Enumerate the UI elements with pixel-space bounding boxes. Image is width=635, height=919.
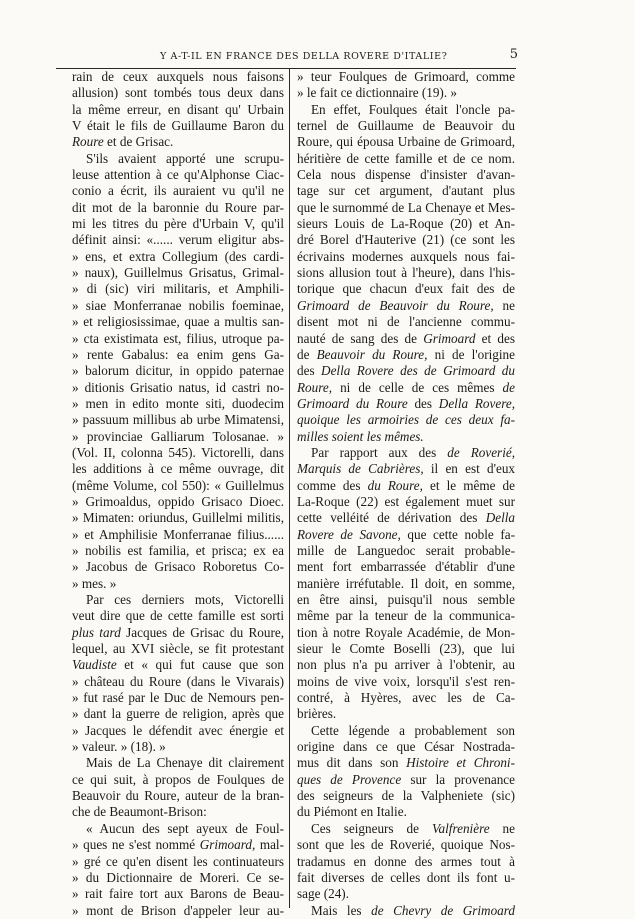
text-run: lequel, au XVI siècle, se fit protestant (72, 641, 284, 657)
text-line (72, 347, 284, 363)
text-run: sur la provenance (401, 771, 515, 787)
text-run: » siae Monferranae nobilis foeminae, (72, 297, 284, 313)
text-line (297, 494, 515, 510)
text-run: » mes. » (72, 575, 117, 591)
text-run: La-Roque (22) est également muet sur (297, 493, 515, 509)
text-run: manière irréfutable. Il doit, en somme, (297, 575, 515, 591)
text-line (72, 412, 284, 428)
text-run: et le même de (422, 477, 515, 493)
text-line (72, 183, 284, 199)
text-line (72, 445, 284, 461)
text-line (297, 706, 515, 722)
text-run: Cela nous dispense d'insister d'avan- (297, 167, 515, 183)
text-line (72, 804, 284, 820)
text-line (72, 608, 284, 624)
text-line (72, 706, 284, 722)
text-run: » château du Roure (dans le Vivarais) (72, 673, 284, 689)
text-run: Roure, qui épousa Urbaine de Grimoard, (297, 134, 515, 150)
text-line (72, 755, 284, 771)
text-line (72, 886, 284, 902)
text-run: héritière de cette famille et de ce nom. (297, 150, 515, 166)
text-line (297, 102, 515, 118)
text-line (297, 674, 515, 690)
text-line (297, 772, 515, 788)
text-line (72, 854, 284, 870)
text-run: » di (sic) viri militaris, et Amphili- (72, 281, 284, 297)
text-line (72, 363, 284, 379)
italic-text: quoique les armoiries de ces deux fa- (297, 412, 515, 428)
text-line (297, 249, 515, 265)
italic-text: Della Rovere, (438, 395, 515, 411)
text-line (72, 85, 284, 101)
text-line (297, 380, 515, 396)
text-line (297, 821, 515, 837)
text-run: sage (24). (297, 886, 349, 902)
text-line (297, 903, 515, 919)
text-run: sions allusion tout à l'heure), dans l'his- (297, 265, 515, 281)
text-run: dré Borel d'Hauterive (21) (ce sont les (297, 232, 515, 248)
text-line (297, 527, 515, 543)
text-run: » valeur. » (18). » (72, 739, 166, 755)
text-run: » men in edito monte siti, duodecim (72, 395, 284, 411)
text-line (297, 134, 515, 150)
text-run: tradamus en donne des armes tout à (297, 853, 515, 869)
text-line (297, 363, 515, 379)
text-line (297, 183, 515, 199)
text-run: » Mimaten: oriundus, Guillelmi militis, (72, 510, 284, 526)
text-line (297, 739, 515, 755)
text-line (297, 298, 515, 314)
text-line (297, 804, 515, 820)
italic-text: Grimoard, (199, 837, 256, 853)
text-run: des (407, 395, 439, 411)
text-run: » rente Gabalus: ea enim gens Ga- (72, 346, 284, 362)
text-line (297, 347, 515, 363)
text-run: Jacques de Grisac du Roure, (120, 624, 285, 640)
text-run: » fut rasé par le Duc de Nemours pen- (72, 690, 284, 706)
text-run: conio a écrit, ils auraient vu qu'il ne (72, 183, 284, 199)
text-run: » et Amphilisie Monferranae filius...... (72, 526, 284, 542)
italic-text: Della (485, 510, 515, 526)
text-line (72, 625, 284, 641)
text-run: moins de vive voix, lorsqu'il s'est ren- (297, 673, 515, 689)
text-run: » rait faire tort aux Barons de Beau- (72, 886, 284, 902)
text-run: » ques ne s'est nommé (72, 837, 200, 853)
italic-text: Grimoard de Beauvoir du Roure, (297, 297, 494, 313)
text-run: V était le fils de Guillaume Baron du (72, 118, 284, 134)
text-line (297, 559, 515, 575)
italic-text: Roure (72, 134, 104, 150)
text-line (72, 151, 284, 167)
text-line (297, 788, 515, 804)
text-line (297, 265, 515, 281)
text-run: définit ainsi: «...... verum eligitur abs- (72, 232, 284, 248)
text-run: » ens, et extra Collegium (des cardi- (72, 248, 284, 264)
text-line (72, 102, 284, 118)
text-run: » nobilis est familia, et prisca; ex ea (72, 542, 284, 558)
text-run: leuse attention à ce qu'Alphonse Ciac- (72, 167, 284, 183)
text-run: sieurs Louis de La-Roque (20) et An- (297, 216, 515, 232)
italic-text: Valfrenière (431, 820, 490, 836)
text-line (72, 510, 284, 526)
text-run: les additions à ce même ouvrage, dit (72, 461, 284, 477)
text-line (297, 232, 515, 248)
text-line (72, 69, 284, 85)
text-run: » passuum millibus ab urbe Mimatensi, (72, 412, 284, 428)
text-run: il en est d'eux (423, 461, 516, 477)
text-run: » provinciae Galliarum Tolosanae. » (72, 428, 284, 444)
text-line (297, 216, 515, 232)
text-line (72, 249, 284, 265)
italic-text: Marquis de Cabrières, (297, 461, 424, 477)
text-run: (Vol. II, colonna 545). Victorelli, dans (72, 444, 284, 460)
text-line (72, 167, 284, 183)
text-run: même par la teneur de la communica- (297, 608, 515, 624)
text-line (297, 200, 515, 216)
text-line (297, 854, 515, 870)
text-run: Par ces derniers mots, Victorelli (86, 592, 284, 607)
italic-text: Rovere de Savone, (297, 526, 401, 542)
text-run: ni de celle de ces mêmes (332, 379, 503, 395)
text-run: et de Grisac. (103, 134, 174, 150)
text-line (72, 461, 284, 477)
text-run: que le surnommé de La Chenaye et Mes- (297, 199, 515, 215)
text-line (72, 641, 284, 657)
text-line (72, 265, 284, 281)
text-line (297, 576, 515, 592)
text-run: » teur Foulques de Grimoard, comme (297, 69, 515, 84)
text-line (72, 429, 284, 445)
text-run: Beauvoir du Roure, auteur de la bran- (72, 788, 284, 804)
text-run: des (297, 363, 322, 379)
italic-text: Histoire et Chroni- (406, 755, 515, 771)
text-line (72, 494, 284, 510)
text-line (297, 510, 515, 526)
text-line (72, 200, 284, 216)
text-run: » mont de Brison d'appeler leur au- (72, 902, 284, 918)
right-column (297, 69, 515, 919)
running-title: Y A-T-IL EN FRANCE DES DELLA ROVERE D'ITALIE? (160, 51, 448, 62)
text-run: contré, à Hyères, avec les de Ca- (297, 690, 515, 706)
text-line (297, 837, 515, 853)
text-run: brières. (297, 706, 337, 722)
text-line (72, 559, 284, 575)
text-run: » cta existimata est, filius, utroque pa- (72, 330, 284, 346)
text-line (297, 281, 515, 297)
text-run: » dant la guerre de religion, après que (72, 706, 284, 722)
text-run: veut dire que de cette famille est sorti (72, 608, 284, 624)
text-line (297, 755, 515, 771)
left-column (72, 69, 284, 919)
text-line (72, 527, 284, 543)
text-line (297, 641, 515, 657)
text-run: » balorum dicitur, in oppido paternae (72, 363, 284, 379)
text-line (72, 281, 284, 297)
text-line (72, 118, 284, 134)
text-run: origine dans ce que César Nostrada- (297, 739, 515, 755)
text-run: » du Dictionnaire de Moreri. Ce se- (72, 869, 284, 885)
text-run: » ditionis Grisatio natus, id castri no- (72, 379, 284, 395)
text-line (297, 478, 515, 494)
text-run: ment fort embarrassée d'établir d'une (297, 559, 515, 575)
text-line (72, 576, 284, 592)
text-line (72, 821, 284, 837)
text-line (72, 298, 284, 314)
text-run: disent mot ni de l'ancienne commu- (297, 314, 515, 330)
text-run: » et religiosissimae, quae a multis san- (72, 314, 284, 330)
text-line (72, 331, 284, 347)
text-line (297, 314, 515, 330)
text-run: » gré ce qu'en disent les continuateurs (72, 853, 284, 869)
text-run: allusion) sont tombés tous deux dans (72, 85, 284, 101)
page-number: 5 (509, 47, 518, 62)
text-run: tion à notre Royale Académie, de Mon- (297, 624, 515, 640)
text-line (72, 739, 284, 755)
text-line (297, 608, 515, 624)
text-line (72, 903, 284, 919)
text-run: Mais de La Chenaye dit clairement (86, 755, 284, 771)
text-run: » Jacobus de Grisaco Roboretus Co- (72, 559, 284, 575)
text-line (297, 625, 515, 641)
text-line (72, 690, 284, 706)
text-run: ce qui suit, à propos de Foulques de (72, 771, 284, 787)
text-line (297, 657, 515, 673)
text-run: en être ainsi, puisqu'il nous semble (297, 592, 515, 607)
text-line (72, 396, 284, 412)
text-line (72, 543, 284, 559)
italic-text: du Roure, (367, 477, 423, 493)
text-line (297, 396, 515, 412)
text-run: S'ils avaient apporté une scrupu- (86, 150, 284, 166)
text-line (297, 723, 515, 739)
text-run: (même Volume, col 550): « Guillelmus (72, 477, 284, 493)
text-run: Mais les (311, 902, 372, 918)
text-line (297, 69, 515, 85)
text-line (297, 543, 515, 559)
italic-text: plus tard (72, 624, 121, 640)
italic-text: Della Rovere des de Grimoard du (321, 363, 515, 379)
text-line (72, 314, 284, 330)
text-run: de (297, 346, 317, 362)
text-line (72, 134, 284, 150)
text-line (297, 331, 515, 347)
text-line (72, 478, 284, 494)
text-run: mille de Languedoc serait probable- (297, 542, 515, 558)
text-line (72, 216, 284, 232)
text-line (72, 232, 284, 248)
text-line (297, 151, 515, 167)
text-run: sieur le Comte Boselli (23), que lui (297, 641, 515, 657)
text-run: cette velléité de dérivation des (297, 510, 486, 526)
text-line (297, 886, 515, 902)
text-run: fait diverses de celles dont ils font u- (297, 869, 515, 885)
text-run: mus dit dans son (297, 755, 407, 771)
text-run: nauté de sang des de (297, 330, 424, 346)
text-run: que cette noble fa- (400, 526, 515, 542)
text-run: sont que les de Roverié, quoique Nos- (297, 837, 515, 853)
text-run: comme des (297, 477, 368, 493)
text-run: ne (489, 820, 515, 836)
text-run: » le fait ce dictionnaire (19). » (297, 85, 458, 101)
text-line (72, 592, 284, 608)
text-run: écrivains modernes auxquels nous fai- (297, 248, 515, 264)
text-line (297, 445, 515, 461)
text-line (297, 461, 515, 477)
text-run: torique que chacun d'eux fait des de (297, 281, 515, 297)
text-line (297, 870, 515, 886)
text-run: che de Beaumont-Brison: (72, 804, 207, 820)
text-line (72, 657, 284, 673)
text-line (72, 870, 284, 886)
text-run: » naux), Guillelmus Grisatus, Grimal- (72, 265, 284, 281)
italic-text: Grimoard (423, 330, 476, 346)
text-line (72, 772, 284, 788)
italic-text: ques de Provence (297, 771, 402, 787)
text-run: des seigneurs de la Valpheniete (sic) (297, 788, 515, 804)
text-run: En effet, Foulques était l'oncle pa- (311, 101, 515, 117)
italic-text: de (502, 379, 515, 395)
text-run: du Piémont en Italie. (297, 804, 407, 820)
text-line (297, 412, 515, 428)
text-run: Par rapport aux des (311, 444, 448, 460)
text-run: la même erreur, en disant qu' Urbain (72, 101, 284, 117)
text-line (297, 118, 515, 134)
text-run: « Aucun des sept ayeux de Foul- (86, 820, 284, 836)
italic-text: Vaudiste (72, 657, 117, 673)
text-run: ne (493, 297, 516, 313)
italic-text: de Chevry de Grimoard (371, 902, 515, 918)
text-run: mi les titres du père d'Urbain V, qu'il (72, 216, 284, 232)
column-divider (289, 68, 290, 908)
text-run: » Grimoaldus, oppido Grisaco Dioec. (72, 493, 284, 509)
text-run: » Jacques le défendit avec énergie et (72, 722, 284, 738)
text-run: et « qui fut cause que son (116, 657, 284, 673)
text-run: ternel de Guillaume de Beauvoir du (297, 118, 515, 134)
italic-text: de Roverié, (447, 444, 516, 460)
text-run: ni de l'origine (427, 346, 515, 362)
text-run: non plus n'a pu arriver à l'obtenir, au (297, 657, 515, 673)
text-line (297, 167, 515, 183)
text-run: Ces seigneurs de (311, 820, 432, 836)
italic-text: milles soient les mêmes. (297, 428, 424, 444)
text-line (297, 690, 515, 706)
text-run: et des (475, 330, 515, 346)
italic-text: Grimoard du Roure (297, 395, 408, 411)
text-line (72, 837, 284, 853)
text-line (297, 429, 515, 445)
text-line (297, 592, 515, 608)
text-run: mal- (255, 837, 284, 853)
text-line (72, 380, 284, 396)
text-run: rain de ceux auxquels nous faisons (72, 69, 284, 84)
text-run: tage sur cet argument, d'autant plus (297, 183, 515, 199)
text-line (297, 85, 515, 101)
text-line (72, 723, 284, 739)
italic-text: Beauvoir du Roure, (316, 346, 428, 362)
text-line (72, 788, 284, 804)
text-line (72, 674, 284, 690)
text-run: Cette légende a probablement son (311, 722, 515, 738)
text-run: dit mot de la baronnie du Roure par- (72, 199, 284, 215)
italic-text: Roure, (297, 379, 333, 395)
page-header (56, 47, 516, 65)
